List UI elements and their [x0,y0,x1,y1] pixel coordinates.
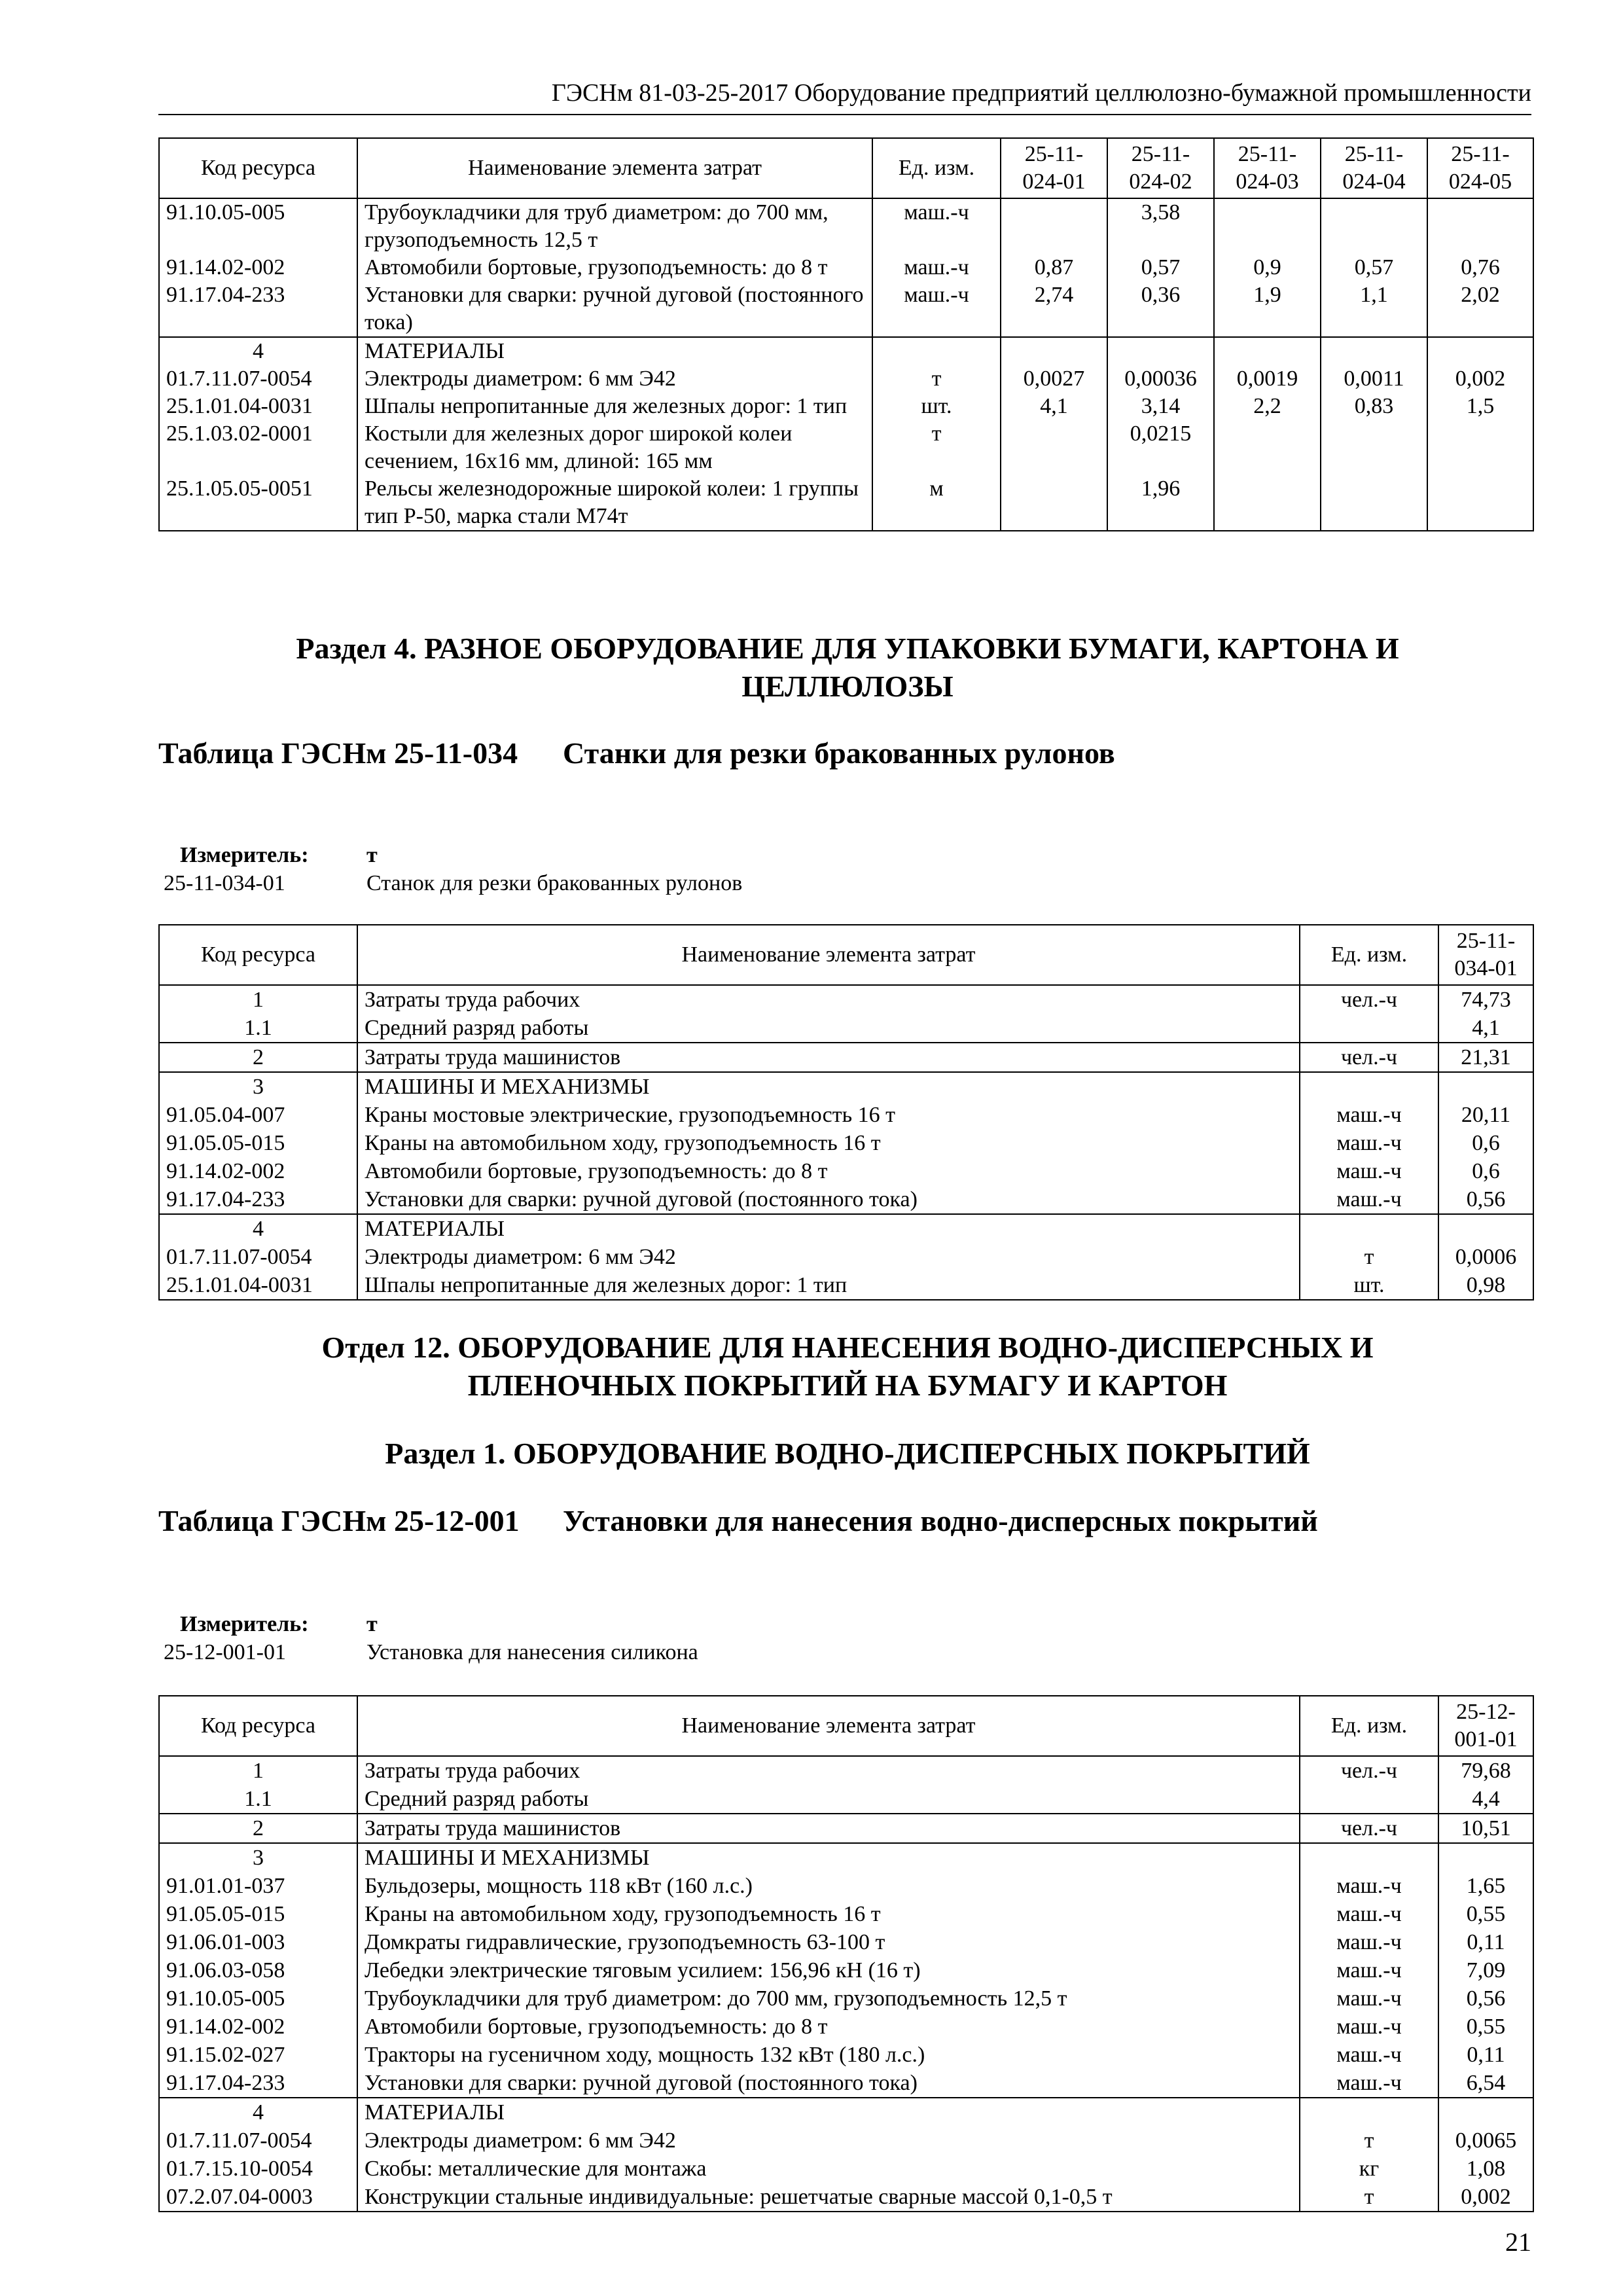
table-25-11-024 [158,137,1534,531]
table-cell: 0,83 [1321,393,1427,420]
item-code: 25-11-034-01 [164,871,285,895]
table-row [159,1984,1533,2013]
table-cell: т [1300,2126,1438,2155]
table-name: Станки для резки бракованных рулонов [563,736,1115,770]
table-cell: 2,74 [1001,281,1107,337]
table-cell: 91.17.04-233 [159,1185,357,1214]
table-cell: 1,9 [1214,281,1321,337]
table-cell: маш.-ч [1300,2041,1438,2069]
col-header: 25-11-024-02 [1107,138,1214,198]
measure-label: Измеритель: [180,843,309,867]
table-cell: Лебедки электрические тяговым усилием: 156,96 кН (16 т) [357,1956,1300,1984]
table-cell: МАТЕРИАЛЫ [357,337,872,365]
table-cell: Электроды диаметром: 6 мм Э42 [357,2126,1300,2155]
table-cell: МАТЕРИАЛЫ [357,2098,1300,2126]
table-row [159,1214,1533,1243]
col-header: Ед. изм. [1300,925,1438,985]
table-cell: 91.17.04-233 [159,2069,357,2098]
table-cell: 79,68 [1438,1756,1533,1785]
item-name: Установка для нанесения силикона [366,1640,698,1664]
table-25-12-001 [158,1695,1534,2212]
table-cell: 0,0215 [1107,420,1214,475]
table-cell: Домкраты гидравлические, грузоподъемность 63-100 т [357,1928,1300,1956]
table-cell: Электроды диаметром: 6 мм Э42 [357,1243,1300,1271]
table-cell: маш.-ч [1300,1956,1438,1984]
measure-value: т [366,843,378,867]
table-cell: т [1300,2183,1438,2212]
table-cell: 0,57 [1321,254,1427,281]
col-header: Код ресурса [159,138,357,198]
table-cell: 0,002 [1438,2183,1533,2212]
table-cell: 91.14.02-002 [159,254,357,281]
table-cell: 4 [159,337,357,365]
table-cell: 0,00036 [1107,365,1214,393]
dept-12-title: Отдел 12. ОБОРУДОВАНИЕ ДЛЯ НАНЕСЕНИЯ ВОДНО-ДИСПЕРСНЫХ И ПЛЕНОЧНЫХ ПОКРЫТИЙ НА БУМАГУ И КАРТОН [321,1331,1374,1402]
table-cell: 0,0011 [1321,365,1427,393]
table-cell [1438,1843,1533,1872]
table-cell: Трубоукладчики для труб диаметром: до 700 мм, грузоподъемность 12,5 т [357,1984,1300,2013]
table-cell: маш.-ч [1300,1900,1438,1928]
table-cell: 91.06.03-058 [159,1956,357,1984]
table-cell: 0,57 [1107,254,1214,281]
table-cell: маш.-ч [1300,1101,1438,1129]
table-cell: 4 [159,2098,357,2126]
table-cell: Автомобили бортовые, грузоподъемность: до 8 т [357,1157,1300,1185]
table-cell [1300,1072,1438,1101]
table-cell [1001,475,1107,531]
col-header: Код ресурса [159,1696,357,1756]
table-cell: 1.1 [159,1785,357,1814]
table-cell: Установки для сварки: ручной дуговой (постоянного тока) [357,2069,1300,2098]
table-cell: 0,0019 [1214,365,1321,393]
table-cell: 91.14.02-002 [159,2013,357,2041]
table-cell [1427,198,1533,254]
table-cell [1001,198,1107,254]
table-cell: Установки для сварки: ручной дуговой (постоянного тока) [357,1185,1300,1214]
table-cell: маш.-ч [1300,1928,1438,1956]
col-header: Наименование элемента затрат [357,1696,1300,1756]
table-cell [1001,337,1107,365]
table-cell: Электроды диаметром: 6 мм Э42 [357,365,872,393]
table-25-11-034 [158,924,1534,1300]
table-cell: 91.10.05-005 [159,1984,357,2013]
table-cell: 25.1.01.04-0031 [159,1271,357,1300]
table-cell: 3 [159,1072,357,1101]
table-cell: шт. [1300,1271,1438,1300]
table-cell: Затраты труда рабочих [357,985,1300,1014]
table-cell: 1 [159,985,357,1014]
table-cell: 91.05.05-015 [159,1900,357,1928]
table-cell: 1,96 [1107,475,1214,531]
table-cell [1300,2098,1438,2126]
table-cell: МАТЕРИАЛЫ [357,1214,1300,1243]
table-row [159,1043,1533,1072]
section-1-title: Раздел 1. ОБОРУДОВАНИЕ ВОДНО-ДИСПЕРСНЫХ ПОКРЫТИЙ [385,1437,1310,1470]
table-cell: 0,56 [1438,1984,1533,2013]
table-row [159,198,1533,254]
table-cell: Затраты труда рабочих [357,1756,1300,1785]
table-cell: Средний разряд работы [357,1014,1300,1043]
table-cell: маш.-ч [872,198,1001,254]
table-cell: 01.7.11.07-0054 [159,2126,357,2155]
table-cell [1438,1214,1533,1243]
table-cell: 74,73 [1438,985,1533,1014]
item-code: 25-12-001-01 [164,1640,286,1664]
table-cell: 0,98 [1438,1271,1533,1300]
col-header: 25-11-024-04 [1321,138,1427,198]
table-label: Таблица ГЭСНм 25-11-034 [158,736,518,770]
table-row [159,393,1533,420]
table-row [159,1271,1533,1300]
table-cell: 4,1 [1001,393,1107,420]
table-cell: 1,5 [1427,393,1533,420]
table-cell: 0,002 [1427,365,1533,393]
col-header: 25-11-024-05 [1427,138,1533,198]
table-cell: 0,0006 [1438,1243,1533,1271]
table-row [159,1101,1533,1129]
page-number: 21 [1505,2227,1531,2257]
table-row [159,475,1533,531]
table-name: Установки для нанесения водно-дисперсных покрытий [563,1504,1318,1537]
table-cell: 2 [159,1043,357,1072]
table-cell: 0,9 [1214,254,1321,281]
table-cell [1427,420,1533,475]
table-cell: маш.-ч [1300,2013,1438,2041]
table-cell: т [872,365,1001,393]
section-4-title: Раздел 4. РАЗНОЕ ОБОРУДОВАНИЕ ДЛЯ УПАКОВКИ БУМАГИ, КАРТОНА И ЦЕЛЛЮЛОЗЫ [296,632,1399,703]
table-row [159,1928,1533,1956]
table-cell: 0,6 [1438,1157,1533,1185]
table-cell: 4,1 [1438,1014,1533,1043]
table-cell [1300,1214,1438,1243]
table-cell [1321,475,1427,531]
table-row [159,2069,1533,2098]
table-row [159,985,1533,1014]
table-cell [1214,475,1321,531]
table-cell: маш.-ч [1300,1872,1438,1900]
table-cell: 0,11 [1438,1928,1533,1956]
col-header: Код ресурса [159,925,357,985]
table-cell: Шпалы непропитанные для железных дорог: 1 тип [357,393,872,420]
table-cell: 01.7.11.07-0054 [159,365,357,393]
table-cell [1107,337,1214,365]
table-row [159,2155,1533,2183]
table-row [159,2013,1533,2041]
table-cell: 1,65 [1438,1872,1533,1900]
table-cell: 2,2 [1214,393,1321,420]
table-cell: 0,6 [1438,1129,1533,1157]
table-cell: Трубоукладчики для труб диаметром: до 700 мм, грузоподъемность 12,5 т [357,198,872,254]
table-row [159,420,1533,475]
table-cell: 4,4 [1438,1785,1533,1814]
table-cell: 0,55 [1438,2013,1533,2041]
table-row [159,1157,1533,1185]
table-cell [1300,1843,1438,1872]
table-cell [1321,420,1427,475]
table-row [159,281,1533,337]
table-cell: Костыли для железных дорог широкой колеи сечением, 16х16 мм, длиной: 165 мм [357,420,872,475]
table-row [159,1243,1533,1271]
table-cell: Рельсы железнодорожные широкой колеи: 1 группы тип Р-50, марка стали М74т [357,475,872,531]
table-cell: Конструкции стальные индивидуальные: решетчатые сварные массой 0,1-0,5 т [357,2183,1300,2212]
table-cell: 1 [159,1756,357,1785]
table-cell: 91.05.05-015 [159,1129,357,1157]
table-cell: Краны на автомобильном ходу, грузоподъемность 16 т [357,1129,1300,1157]
table-cell: Установки для сварки: ручной дуговой (постоянного тока) [357,281,872,337]
table-cell: 0,36 [1107,281,1214,337]
table-cell: чел.-ч [1300,985,1438,1014]
col-header: 25-11-034-01 [1438,925,1533,985]
table-cell: 3,58 [1107,198,1214,254]
table-cell: Краны на автомобильном ходу, грузоподъемность 16 т [357,1900,1300,1928]
table-row [159,1072,1533,1101]
page-header: ГЭСНм 81-03-25-2017 Оборудование предприятий целлюлозно-бумажной промышленности [158,77,1531,115]
table-cell: 3,14 [1107,393,1214,420]
table-cell: Средний разряд работы [357,1785,1300,1814]
table-row [159,1872,1533,1900]
col-header: Ед. изм. [872,138,1001,198]
table-cell: маш.-ч [1300,1157,1438,1185]
table-cell: 91.05.04-007 [159,1101,357,1129]
table-cell [1321,337,1427,365]
table-cell: 07.2.07.04-0003 [159,2183,357,2212]
table-row [159,1956,1533,1984]
table-cell: МАШИНЫ И МЕХАНИЗМЫ [357,1843,1300,1872]
table-cell [1214,420,1321,475]
table-row [159,2126,1533,2155]
table-cell: 91.06.01-003 [159,1928,357,1956]
table-row [159,365,1533,393]
table-cell: маш.-ч [1300,1984,1438,2013]
table-cell: 1.1 [159,1014,357,1043]
table-cell [872,337,1001,365]
col-header: 25-11-024-01 [1001,138,1107,198]
table-cell: м [872,475,1001,531]
table-cell: 10,51 [1438,1814,1533,1843]
table-cell: 25.1.03.02-0001 [159,420,357,475]
table-cell: 21,31 [1438,1043,1533,1072]
table-cell: 01.7.11.07-0054 [159,1243,357,1271]
table-cell: маш.-ч [1300,1129,1438,1157]
table-row [159,254,1533,281]
table-cell: шт. [872,393,1001,420]
table-cell: 3 [159,1843,357,1872]
table-cell: т [872,420,1001,475]
table-cell: Шпалы непропитанные для железных дорог: 1 тип [357,1271,1300,1300]
table-cell: 91.15.02-027 [159,2041,357,2069]
table-cell [1321,198,1427,254]
table-cell: Краны мостовые электрические, грузоподъемность 16 т [357,1101,1300,1129]
table-row [159,337,1533,365]
table-cell: 0,0065 [1438,2126,1533,2155]
col-header: Наименование элемента затрат [357,138,872,198]
table-cell: Автомобили бортовые, грузоподъемность: до 8 т [357,254,872,281]
table-cell: маш.-ч [1300,1185,1438,1214]
table-cell [1300,1014,1438,1043]
table-row [159,1814,1533,1843]
item-name: Станок для резки бракованных рулонов [366,871,743,895]
table-cell: т [1300,1243,1438,1271]
table-cell: 0,11 [1438,2041,1533,2069]
table-cell: МАШИНЫ И МЕХАНИЗМЫ [357,1072,1300,1101]
table-cell: маш.-ч [872,281,1001,337]
table-row [159,2041,1533,2069]
table-cell: Затраты труда машинистов [357,1043,1300,1072]
table-row [159,1756,1533,1785]
table-cell: 91.10.05-005 [159,198,357,254]
table-cell [1438,1072,1533,1101]
table-cell: 25.1.05.05-0051 [159,475,357,531]
measure-label: Измеритель: [180,1612,309,1636]
table-cell: 2,02 [1427,281,1533,337]
table-row [159,1129,1533,1157]
table-cell: 91.01.01-037 [159,1872,357,1900]
table-row [159,1843,1533,1872]
table-cell: кг [1300,2155,1438,2183]
table-cell: чел.-ч [1300,1814,1438,1843]
table-row [159,2183,1533,2212]
table-cell [1214,337,1321,365]
table-cell: 25.1.01.04-0031 [159,393,357,420]
col-header: 25-12-001-01 [1438,1696,1533,1756]
table-cell: чел.-ч [1300,1756,1438,1785]
table-cell: Затраты труда машинистов [357,1814,1300,1843]
measure-value: т [366,1612,378,1636]
table-row [159,2098,1533,2126]
table-cell: 0,76 [1427,254,1533,281]
table-cell [1438,2098,1533,2126]
table-cell: Бульдозеры, мощность 118 кВт (160 л.с.) [357,1872,1300,1900]
table-cell: 91.17.04-233 [159,281,357,337]
table-cell: маш.-ч [1300,2069,1438,2098]
col-header: Наименование элемента затрат [357,925,1300,985]
table-cell: 2 [159,1814,357,1843]
col-header: 25-11-024-03 [1214,138,1321,198]
table-cell: 01.7.15.10-0054 [159,2155,357,2183]
table-cell: 0,0027 [1001,365,1107,393]
table-cell: чел.-ч [1300,1043,1438,1072]
table-cell: 0,55 [1438,1900,1533,1928]
table-cell [1427,337,1533,365]
table-cell: 4 [159,1214,357,1243]
table-cell [1214,198,1321,254]
table-cell: маш.-ч [872,254,1001,281]
table-cell: 0,56 [1438,1185,1533,1214]
table-cell [1300,1785,1438,1814]
table-cell: 0,87 [1001,254,1107,281]
col-header: Ед. изм. [1300,1696,1438,1756]
table-cell: 1,1 [1321,281,1427,337]
table-cell: 91.14.02-002 [159,1157,357,1185]
table-label: Таблица ГЭСНм 25-12-001 [158,1504,520,1537]
table-cell: Автомобили бортовые, грузоподъемность: до 8 т [357,2013,1300,2041]
table-cell: Скобы: металлические для монтажа [357,2155,1300,2183]
table-cell [1427,475,1533,531]
table-cell: 7,09 [1438,1956,1533,1984]
table-cell: 20,11 [1438,1101,1533,1129]
table-cell: Тракторы на гусеничном ходу, мощность 132 кВт (180 л.с.) [357,2041,1300,2069]
table-row [159,1785,1533,1814]
table-cell: 6,54 [1438,2069,1533,2098]
table-row [159,1900,1533,1928]
table-row [159,1014,1533,1043]
table-cell [1001,420,1107,475]
table-cell: 1,08 [1438,2155,1533,2183]
table-row [159,1185,1533,1214]
